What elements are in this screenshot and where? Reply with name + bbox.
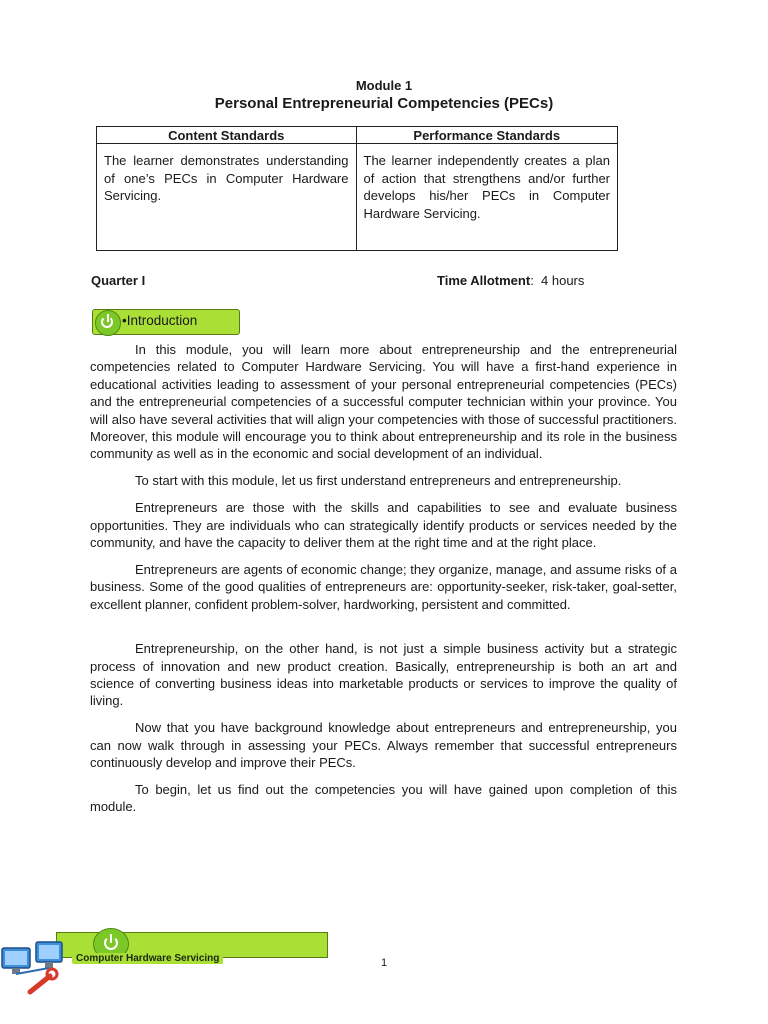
computer-network-icon [0,940,70,1000]
paragraph: In this module, you will learn more about entrepreneurship and the entrepreneurial competencies related to Computer Hardware Servicing. You will have a first-hand experience in educational activities leading to assessment of your personal entrepreneurial competencies (PECs) and the entrepreneurial competencies of a successful computer technician within your province. You will also have several activities that will align your competencies with those of successful practitioners. Moreover, this module will encourage you to think about entrepreneurship and its role in the business community as well as in the economic and social development of an individual. [90,342,677,462]
performance-standard-cell: The learner independently creates a plan of action that strengthens and/or further develops his/her PECs in Computer Hardware Servicing. [356,144,618,251]
page-number: 1 [381,957,388,969]
introduction-body [90,341,677,825]
footer-banner-text: Computer Hardware Servicing [72,953,223,964]
paragraph: To start with this module, let us first understand entrepreneurs and entrepreneurship. [135,473,622,489]
content-standards-header: Content Standards [97,127,357,144]
introduction-label: •Introduction [122,313,198,328]
time-allotment-label: Time Allotment [437,273,531,288]
power-icon [95,310,121,336]
performance-standards-header: Performance Standards [356,127,618,144]
paragraph: To begin, let us find out the competencies you will have gained upon completion of this module. [90,782,677,815]
paragraph: Entrepreneurs are agents of economic change; they organize, manage, and assume risks of a business. Some of the good qualities of entrepreneurs are: opportunity-seeker, risk-taker, goal-setter, excellent planner, confident problem-solver, hardworking, persistent and committed. [90,561,677,612]
introduction-banner [92,309,240,335]
paragraph: Entrepreneurs are those with the skills and capabilities to see and evaluate business opportunities. They are individuals who can strategically identify products or services needed by the community, and have the capacity to deliver them at the right time and at the right place. [90,500,677,551]
time-allotment-value: : 4 hours [530,273,585,288]
standards-table [96,126,618,251]
module-title: Personal Entrepreneurial Competencies (PECs) [214,95,554,112]
time-allotment [437,273,584,288]
paragraph: Now that you have background knowledge about entrepreneurs and entrepreneurship, you can now walk through in assessing your PECs. Always remember that successful entrepreneurs continuously develop and improve their PECs. [90,720,677,771]
content-standard-cell: The learner demonstrates understanding of one’s PECs in Computer Hardware Servicing. [97,144,357,251]
module-label: Module 1 [355,78,413,93]
paragraph: Entrepreneurship, on the other hand, is not just a simple business activity but a strategic process of innovation and new product creation. Basically, entrepreneurship is both an art and science of converting business ideas into marketable products or services to improve the quality of living. [90,641,677,709]
wrench-icon [30,969,57,992]
quarter-label: Quarter I [91,273,146,288]
